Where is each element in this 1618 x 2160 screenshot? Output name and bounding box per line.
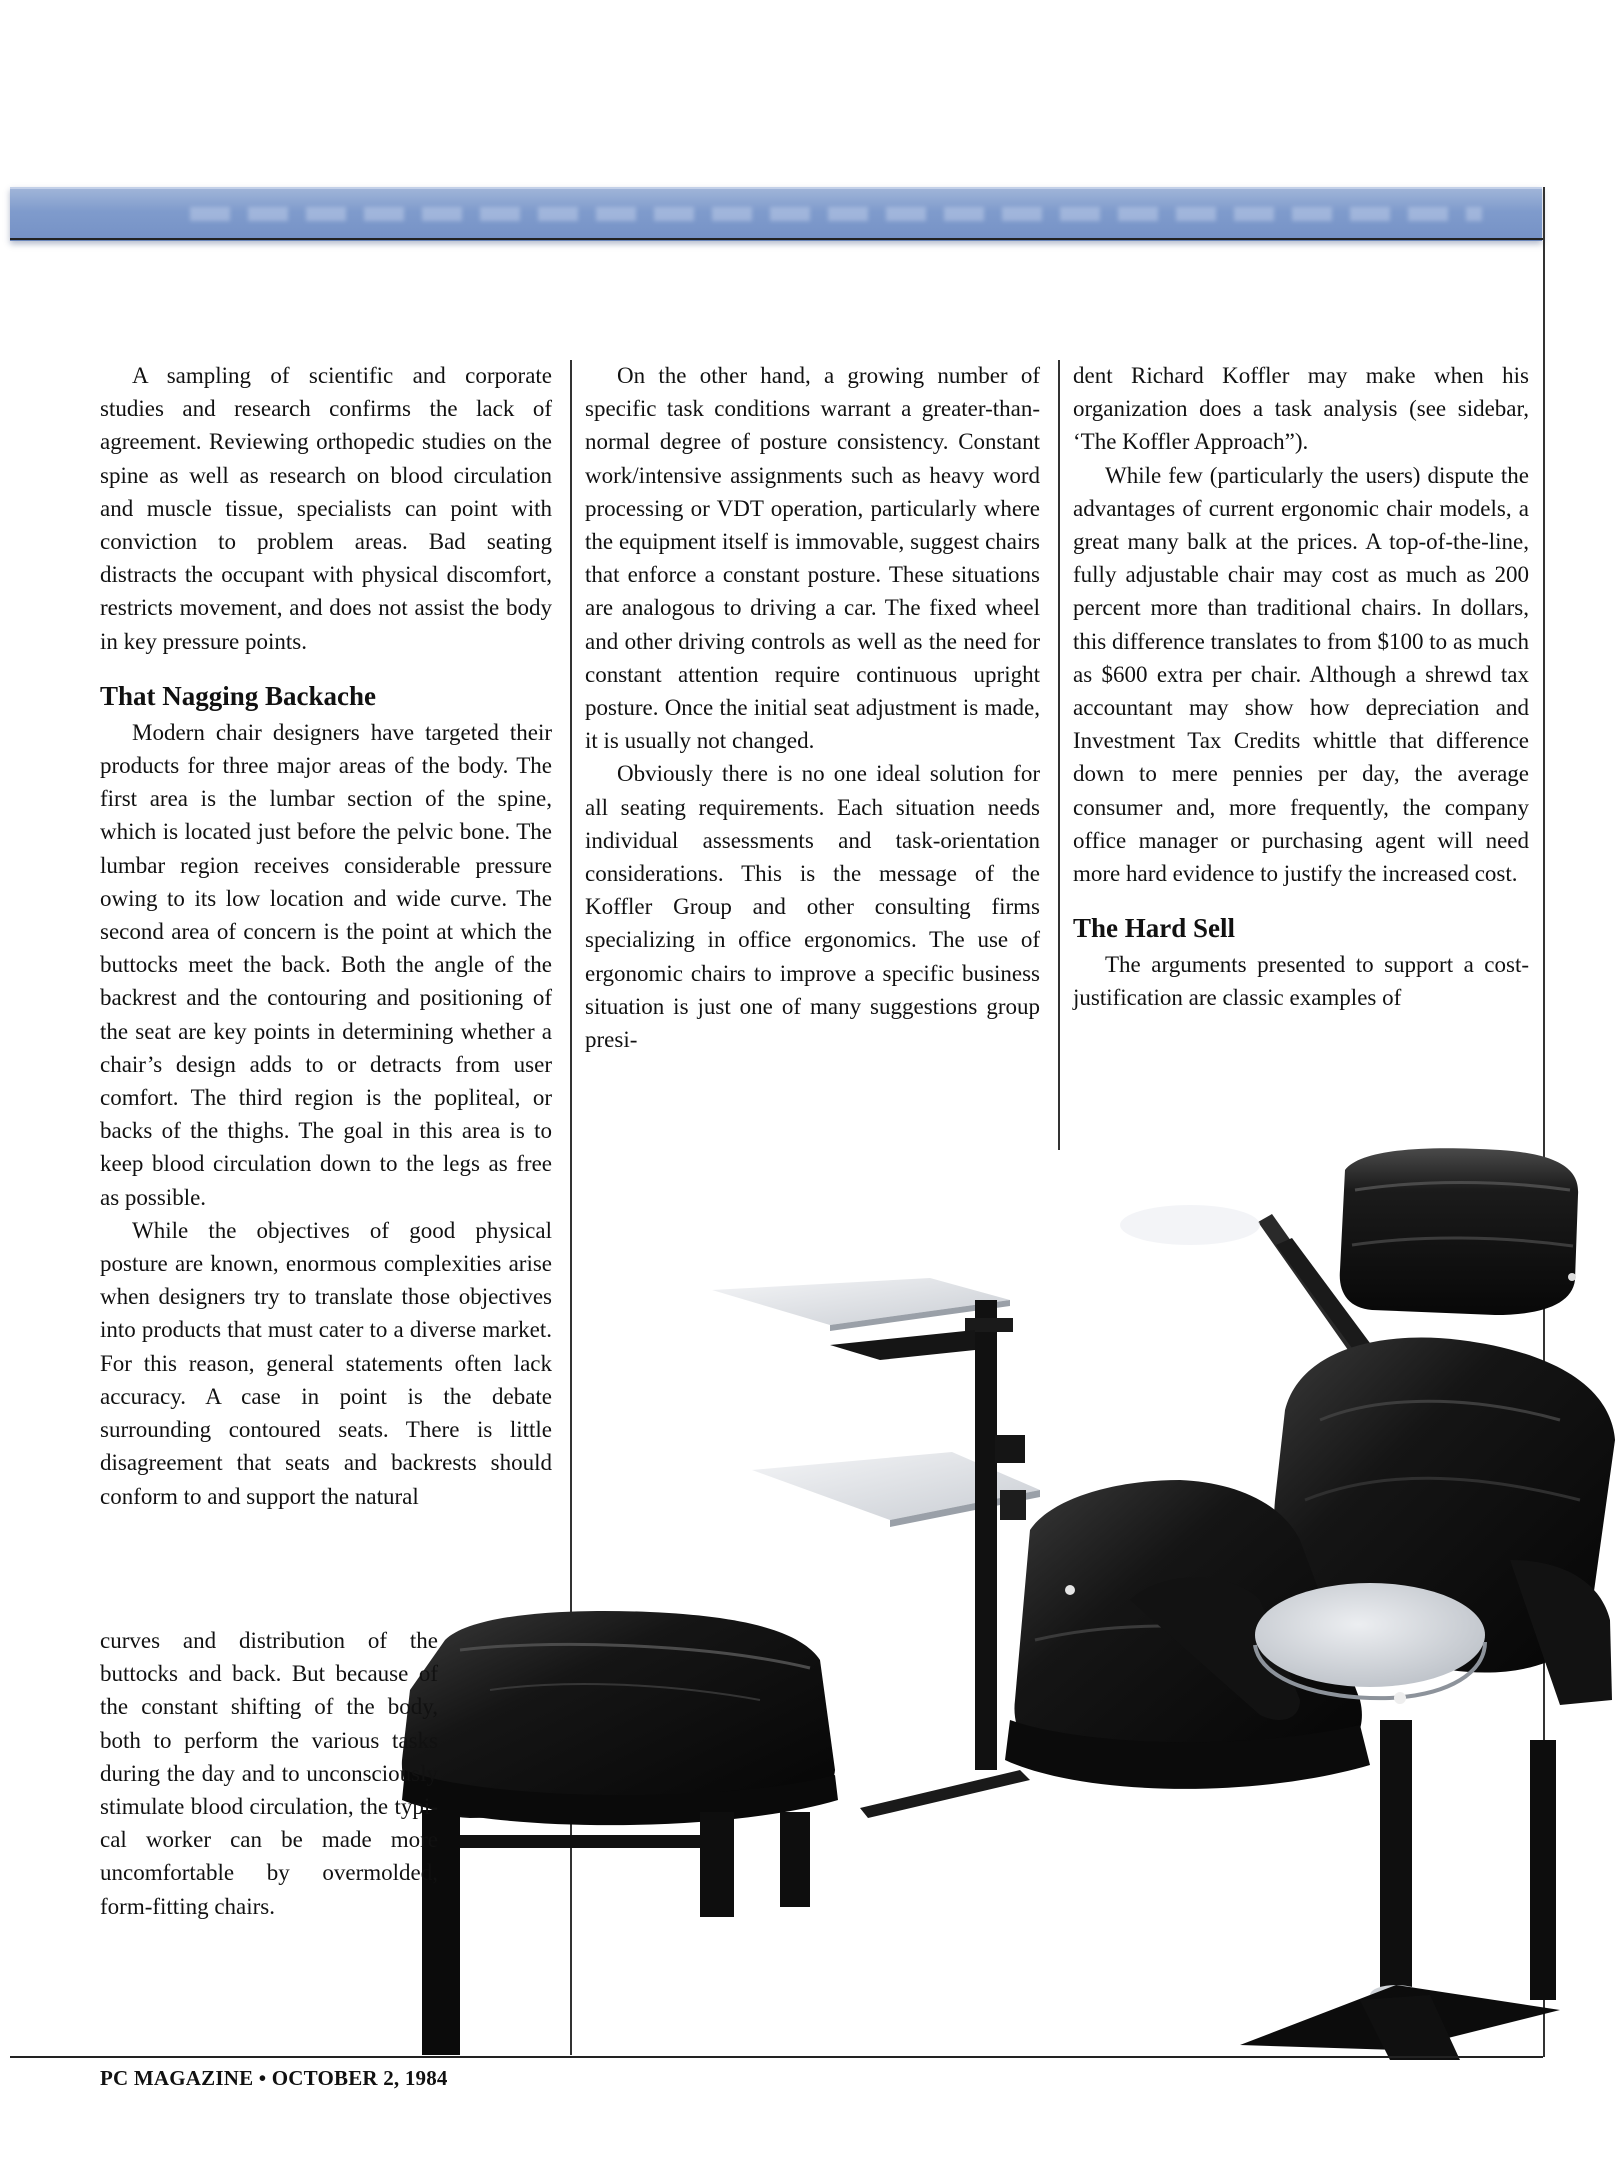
col2-paragraph-1: On the other hand, a growing number of specific task conditions warrant a greater-than-normal degree of posture consistency. Constant work/intensive assignments such as heavy word processing or VDT operation, particularly where the equipment itself is immovable, suggest chairs that enforce a constant posture. These situations are analogous to driving a car. The fixed wheel and other driving controls as well as the need for constant attention require continuous upright posture. Once the initial seat adjustment is made, it is usually not changed. — [585, 363, 1040, 754]
col3-paragraph-1: dent Richard Koffler may make when his organization does a task analysis (see sidebar, ‘The Koffler Approach”). — [1073, 363, 1529, 455]
writing-disc — [1255, 1583, 1485, 1687]
section-heading-hard-sell: The Hard Sell — [1073, 913, 1236, 944]
column-1 — [100, 359, 552, 1513]
column-1-wrap — [100, 1624, 438, 1923]
col1-paragraph-3-continued: curves and distribution of the buttocks and back. But because of the constant shifting of the body, both to perform the various tasks during the day and to unconsciously stimulate blood circulation, the typical worker can be made more uncomfortable by overmolded, form-fitting chairs. — [100, 1628, 438, 1919]
upper-tray — [712, 1278, 1010, 1325]
column-2 — [585, 359, 1040, 1056]
col1-paragraph-1: A sampling of scientific and corporate studies and research confirms the lack of agreement. Reviewing orthopedic studies on the spine as well as research on blood circulation and muscle tissue, specialists can point with conviction to problem areas. Bad seating distracts the occupant with physical discomfort, restricts movement, and does not assist the body in key pressure points. — [100, 363, 552, 654]
column-3 — [1073, 359, 1529, 1015]
col1-paragraph-2: Modern chair designers have targeted their products for three major areas of the body. The first area is the lumbar section of the spine, which is located just before the pelvic bone. The lumbar region receives considerable pressure owing to its low location and wide curve. The second area of concern is the point at which the buttocks meet the back. Both the angle of the backrest and the contouring and positioning of the seat are key points in determining whether a chair’s design adds to or detracts from user comfort. The third region is the popliteal, or backs of the thighs. The goal in this area is to keep blood circulation down to the legs as free as possible. — [100, 719, 552, 1210]
headrest — [1340, 1148, 1578, 1315]
col1-paragraph-3: While the objectives of good physical posture are known, enormous complexities arise when designers try to translate those objectives into products that must cater to a diverse market. For this reason, general statements often lack accuracy. A case in point is the debate surrounding contoured seats. There is little disagreement that seats and backrests should conform to and support the natural — [100, 1217, 552, 1509]
page-footer: PC MAGAZINE • OCTOBER 2, 1984 — [100, 2066, 448, 2090]
chair-pedestal — [1380, 1720, 1412, 1990]
bottom-rule — [10, 2056, 1543, 2058]
col2-paragraph-2: Obviously there is no one ideal solution for all seating requirements. Each situation needs individual assessments and task-orientation considerations. This is the message of the Koffler Group and other consulting firms specializing in office ergonomics. The use of ergonomic chairs to improve a specific business situation is just one of many suggestions group presi- — [585, 761, 1040, 1053]
section-heading-backache: That Nagging Backache — [100, 680, 377, 711]
col3-paragraph-3: The arguments presented to support a cost-justification are classic examples of — [1073, 952, 1529, 1011]
col3-paragraph-2: While few (particularly the users) dispute the advantages of current ergonomic chair models, a great many balk at the prices. A top-of-the-line, fully adjustable chair may cost as much as 200 percent more than traditional chairs. In dollars, this difference translates to from $100 to as much as $600 extra per chair. Although a shrewd tax accountant may show how depreciation and Investment Tax Credits whittle that difference down to mere pennies per day, the average consumer and, more frequently, the company office manager or purchasing agent will need more hard evidence to justify the increased cost. — [1073, 462, 1529, 887]
tray-pole — [975, 1300, 997, 1770]
